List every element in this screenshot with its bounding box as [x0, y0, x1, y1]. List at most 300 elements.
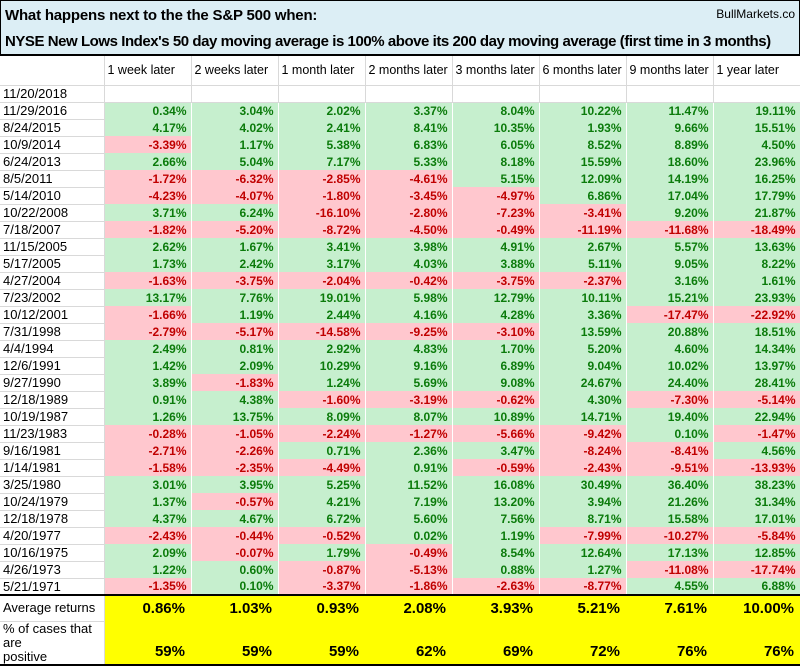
return-cell: -5.13%	[365, 561, 452, 578]
return-cell: -3.75%	[452, 272, 539, 289]
return-cell: 21.26%	[626, 493, 713, 510]
return-cell: -0.07%	[191, 544, 278, 561]
return-cell: 24.40%	[626, 374, 713, 391]
table-row	[0, 323, 800, 340]
return-cell: -1.35%	[104, 578, 191, 595]
return-cell: 2.62%	[104, 238, 191, 255]
summary-value-cell: 7.61%	[626, 595, 713, 621]
return-cell: 5.38%	[278, 136, 365, 153]
column-header: 9 months later	[626, 56, 713, 85]
table-row	[0, 119, 800, 136]
return-cell: -2.43%	[104, 527, 191, 544]
return-cell: -2.04%	[278, 272, 365, 289]
return-cell: -8.41%	[626, 442, 713, 459]
return-cell	[713, 85, 800, 102]
return-cell: 4.55%	[626, 578, 713, 595]
row-date: 9/27/1990	[0, 374, 104, 391]
return-cell: -1.83%	[191, 374, 278, 391]
return-cell: 1.67%	[191, 238, 278, 255]
return-cell: -8.72%	[278, 221, 365, 238]
row-date: 12/18/1978	[0, 510, 104, 527]
table-row	[0, 306, 800, 323]
return-cell: -4.07%	[191, 187, 278, 204]
return-cell: 5.20%	[539, 340, 626, 357]
return-cell	[626, 85, 713, 102]
row-date: 3/25/1980	[0, 476, 104, 493]
return-cell: 20.88%	[626, 323, 713, 340]
return-cell: -0.57%	[191, 493, 278, 510]
return-cell: -0.87%	[278, 561, 365, 578]
column-header-row	[0, 56, 800, 85]
table-row	[0, 374, 800, 391]
return-cell: 4.37%	[104, 510, 191, 527]
return-cell	[278, 85, 365, 102]
return-cell: 6.24%	[191, 204, 278, 221]
return-cell: 23.96%	[713, 153, 800, 170]
return-cell: -2.63%	[452, 578, 539, 595]
table-row	[0, 459, 800, 476]
return-cell: -4.49%	[278, 459, 365, 476]
return-cell: 7.17%	[278, 153, 365, 170]
column-header: 2 months later	[365, 56, 452, 85]
return-cell: 10.35%	[452, 119, 539, 136]
table-row	[0, 493, 800, 510]
return-cell: 1.42%	[104, 357, 191, 374]
return-cell: 4.16%	[365, 306, 452, 323]
return-cell: -14.58%	[278, 323, 365, 340]
return-cell: -2.43%	[539, 459, 626, 476]
return-cell: 4.17%	[104, 119, 191, 136]
return-cell: 4.30%	[539, 391, 626, 408]
return-cell: 1.19%	[191, 306, 278, 323]
return-cell: 11.47%	[626, 102, 713, 119]
return-cell: 14.34%	[713, 340, 800, 357]
return-cell: 14.71%	[539, 408, 626, 425]
return-cell: 3.41%	[278, 238, 365, 255]
return-cell: 1.17%	[191, 136, 278, 153]
return-cell: 18.51%	[713, 323, 800, 340]
return-cell: -13.93%	[713, 459, 800, 476]
return-cell: 12.64%	[539, 544, 626, 561]
return-cell: -5.84%	[713, 527, 800, 544]
return-cell: -6.32%	[191, 170, 278, 187]
return-cell: 10.11%	[539, 289, 626, 306]
watermark-brand: BullMarkets.co	[716, 7, 795, 21]
table-row	[0, 289, 800, 306]
return-cell: -8.24%	[539, 442, 626, 459]
return-cell: 0.71%	[278, 442, 365, 459]
return-cell: 7.19%	[365, 493, 452, 510]
return-cell: 2.09%	[104, 544, 191, 561]
return-cell: 10.89%	[452, 408, 539, 425]
summary-value-cell: 76%	[626, 621, 713, 665]
table-row	[0, 136, 800, 153]
table-row	[0, 255, 800, 272]
return-cell: -4.61%	[365, 170, 452, 187]
return-cell: 0.02%	[365, 527, 452, 544]
return-cell: 12.85%	[713, 544, 800, 561]
return-cell: -0.44%	[191, 527, 278, 544]
return-cell: -2.37%	[539, 272, 626, 289]
return-cell: 3.94%	[539, 493, 626, 510]
table-row	[0, 340, 800, 357]
return-cell: -17.74%	[713, 561, 800, 578]
return-cell: 31.34%	[713, 493, 800, 510]
page-title: What happens next to the the S&P 500 when:	[5, 7, 318, 24]
return-cell: 9.04%	[539, 357, 626, 374]
return-cell: 2.42%	[191, 255, 278, 272]
return-cell: -11.19%	[539, 221, 626, 238]
page-subtitle: NYSE New Lows Index's 50 day moving average is 100% above its 200 day moving average (first time in 3 months)	[5, 33, 771, 50]
return-cell: 3.88%	[452, 255, 539, 272]
return-cell: -5.14%	[713, 391, 800, 408]
return-cell: -5.17%	[191, 323, 278, 340]
return-cell: 2.67%	[539, 238, 626, 255]
return-cell: -1.63%	[104, 272, 191, 289]
summary-label: % of cases that are positive	[0, 621, 104, 665]
return-cell: -16.10%	[278, 204, 365, 221]
return-cell: 0.10%	[191, 578, 278, 595]
return-cell: 3.04%	[191, 102, 278, 119]
return-cell: 3.95%	[191, 476, 278, 493]
return-cell: 28.41%	[713, 374, 800, 391]
return-cell: 1.61%	[713, 272, 800, 289]
column-header: 6 months later	[539, 56, 626, 85]
return-cell: -1.80%	[278, 187, 365, 204]
table-row	[0, 85, 800, 102]
summary-value-cell: 5.21%	[539, 595, 626, 621]
return-cell: -2.24%	[278, 425, 365, 442]
return-cell: 5.60%	[365, 510, 452, 527]
row-date: 11/15/2005	[0, 238, 104, 255]
return-cell: 30.49%	[539, 476, 626, 493]
return-cell: 1.93%	[539, 119, 626, 136]
return-cell: 8.41%	[365, 119, 452, 136]
return-cell: 0.34%	[104, 102, 191, 119]
return-cell: -17.47%	[626, 306, 713, 323]
return-cell: 2.36%	[365, 442, 452, 459]
table-row	[0, 221, 800, 238]
return-cell: 18.60%	[626, 153, 713, 170]
summary-value-cell: 1.03%	[191, 595, 278, 621]
row-date: 11/20/2018	[0, 85, 104, 102]
return-cell: -9.25%	[365, 323, 452, 340]
return-cell: 22.94%	[713, 408, 800, 425]
row-date: 10/24/1979	[0, 493, 104, 510]
return-cell: 5.11%	[539, 255, 626, 272]
return-cell: 1.27%	[539, 561, 626, 578]
return-cell: 0.88%	[452, 561, 539, 578]
return-cell: 4.50%	[713, 136, 800, 153]
return-cell: 3.98%	[365, 238, 452, 255]
return-cell: 1.26%	[104, 408, 191, 425]
return-cell	[539, 85, 626, 102]
return-cell: 2.41%	[278, 119, 365, 136]
return-cell: -0.49%	[365, 544, 452, 561]
return-cell: -3.37%	[278, 578, 365, 595]
return-cell: 13.17%	[104, 289, 191, 306]
return-cell: 8.71%	[539, 510, 626, 527]
return-cell: 7.76%	[191, 289, 278, 306]
row-date: 12/18/1989	[0, 391, 104, 408]
table-row	[0, 272, 800, 289]
row-date: 12/6/1991	[0, 357, 104, 374]
return-cell: 21.87%	[713, 204, 800, 221]
row-date: 10/16/1975	[0, 544, 104, 561]
table-row	[0, 204, 800, 221]
column-header: 2 weeks later	[191, 56, 278, 85]
return-cell: 0.91%	[365, 459, 452, 476]
return-cell: 2.09%	[191, 357, 278, 374]
return-cell: 4.91%	[452, 238, 539, 255]
row-date: 11/29/2016	[0, 102, 104, 119]
table-row	[0, 578, 800, 595]
return-cell: 6.88%	[713, 578, 800, 595]
return-cell: 17.13%	[626, 544, 713, 561]
return-cell: 4.02%	[191, 119, 278, 136]
title-block	[0, 0, 800, 56]
return-cell: 2.44%	[278, 306, 365, 323]
summary-value-cell: 0.93%	[278, 595, 365, 621]
column-header: 1 week later	[104, 56, 191, 85]
summary-value-cell: 59%	[191, 621, 278, 665]
return-cell: -22.92%	[713, 306, 800, 323]
corner-cell	[0, 56, 104, 85]
return-cell: 3.01%	[104, 476, 191, 493]
return-cell: 4.60%	[626, 340, 713, 357]
summary-value-cell: 59%	[278, 621, 365, 665]
row-date: 4/4/1994	[0, 340, 104, 357]
table-row	[0, 476, 800, 493]
return-cell: -2.79%	[104, 323, 191, 340]
return-cell: 8.09%	[278, 408, 365, 425]
table-row	[0, 357, 800, 374]
return-cell: -1.27%	[365, 425, 452, 442]
row-date: 5/21/1971	[0, 578, 104, 595]
return-cell: -4.50%	[365, 221, 452, 238]
return-cell: 17.01%	[713, 510, 800, 527]
summary-value-cell: 10.00%	[713, 595, 800, 621]
return-cell: 15.21%	[626, 289, 713, 306]
return-cell: 13.75%	[191, 408, 278, 425]
return-cell: -11.08%	[626, 561, 713, 578]
return-cell: -1.66%	[104, 306, 191, 323]
return-cell: -2.26%	[191, 442, 278, 459]
summary-value-cell: 59%	[104, 621, 191, 665]
table-row	[0, 408, 800, 425]
row-date: 5/17/2005	[0, 255, 104, 272]
return-cell: 4.21%	[278, 493, 365, 510]
return-cell: -7.23%	[452, 204, 539, 221]
return-cell: 8.89%	[626, 136, 713, 153]
return-cell: -0.42%	[365, 272, 452, 289]
return-cell: 38.23%	[713, 476, 800, 493]
return-cell	[104, 85, 191, 102]
table-row	[0, 187, 800, 204]
return-cell: 10.29%	[278, 357, 365, 374]
return-cell: -0.28%	[104, 425, 191, 442]
return-cell: 9.05%	[626, 255, 713, 272]
return-cell: 1.24%	[278, 374, 365, 391]
return-cell: -5.20%	[191, 221, 278, 238]
return-cell: 6.86%	[539, 187, 626, 204]
row-date: 11/23/1983	[0, 425, 104, 442]
return-cell: 13.63%	[713, 238, 800, 255]
return-cell: 0.91%	[104, 391, 191, 408]
return-cell: -2.85%	[278, 170, 365, 187]
return-cell: -11.68%	[626, 221, 713, 238]
return-cell: -3.45%	[365, 187, 452, 204]
return-cell: 10.22%	[539, 102, 626, 119]
table-row	[0, 153, 800, 170]
summary-value-cell: 62%	[365, 621, 452, 665]
summary-value-cell: 72%	[539, 621, 626, 665]
return-cell: 14.19%	[626, 170, 713, 187]
return-cell: 8.18%	[452, 153, 539, 170]
return-cell: -1.58%	[104, 459, 191, 476]
return-cell: 3.71%	[104, 204, 191, 221]
row-date: 7/18/2007	[0, 221, 104, 238]
table-row	[0, 102, 800, 119]
return-cell: 23.93%	[713, 289, 800, 306]
return-cell: 12.09%	[539, 170, 626, 187]
row-date: 8/24/2015	[0, 119, 104, 136]
row-date: 10/19/1987	[0, 408, 104, 425]
column-header: 1 month later	[278, 56, 365, 85]
return-cell: 1.70%	[452, 340, 539, 357]
return-cell: 15.51%	[713, 119, 800, 136]
return-cell: -8.77%	[539, 578, 626, 595]
return-cell: 9.08%	[452, 374, 539, 391]
return-cell: 19.40%	[626, 408, 713, 425]
return-cell: 1.73%	[104, 255, 191, 272]
return-cell: 6.72%	[278, 510, 365, 527]
return-cell: -3.39%	[104, 136, 191, 153]
return-cell: 6.05%	[452, 136, 539, 153]
return-cell: 8.04%	[452, 102, 539, 119]
return-cell: 16.08%	[452, 476, 539, 493]
table-row	[0, 238, 800, 255]
return-cell: 4.56%	[713, 442, 800, 459]
return-cell: -10.27%	[626, 527, 713, 544]
return-cell: 11.52%	[365, 476, 452, 493]
return-cell: 1.37%	[104, 493, 191, 510]
return-cell: 0.81%	[191, 340, 278, 357]
return-cell: -1.47%	[713, 425, 800, 442]
return-cell: 13.97%	[713, 357, 800, 374]
return-cell: -2.80%	[365, 204, 452, 221]
return-cell: 5.33%	[365, 153, 452, 170]
return-cell: -1.82%	[104, 221, 191, 238]
return-cell: 5.69%	[365, 374, 452, 391]
return-cell: 6.83%	[365, 136, 452, 153]
return-cell: 8.52%	[539, 136, 626, 153]
row-date: 7/23/2002	[0, 289, 104, 306]
row-date: 10/12/2001	[0, 306, 104, 323]
summary-value-cell: 69%	[452, 621, 539, 665]
summary-value-cell: 2.08%	[365, 595, 452, 621]
return-cell: -9.51%	[626, 459, 713, 476]
return-cell: 2.02%	[278, 102, 365, 119]
return-cell: -4.23%	[104, 187, 191, 204]
row-date: 5/14/2010	[0, 187, 104, 204]
return-cell: -3.41%	[539, 204, 626, 221]
table-row	[0, 561, 800, 578]
return-cell: 6.89%	[452, 357, 539, 374]
return-cell: 5.25%	[278, 476, 365, 493]
return-cell	[452, 85, 539, 102]
return-cell: 12.79%	[452, 289, 539, 306]
row-date: 10/22/2008	[0, 204, 104, 221]
row-date: 1/14/1981	[0, 459, 104, 476]
row-date: 10/9/2014	[0, 136, 104, 153]
return-cell: -0.49%	[452, 221, 539, 238]
return-cell: -3.19%	[365, 391, 452, 408]
return-cell: 5.57%	[626, 238, 713, 255]
table-row	[0, 510, 800, 527]
return-cell: 4.03%	[365, 255, 452, 272]
row-date: 4/27/2004	[0, 272, 104, 289]
return-cell: -1.60%	[278, 391, 365, 408]
return-cell: 13.20%	[452, 493, 539, 510]
return-cell: -0.62%	[452, 391, 539, 408]
row-date: 9/16/1981	[0, 442, 104, 459]
row-date: 4/26/1973	[0, 561, 104, 578]
return-cell: 15.59%	[539, 153, 626, 170]
return-cell: -3.10%	[452, 323, 539, 340]
return-cell: 3.89%	[104, 374, 191, 391]
return-cell: 3.47%	[452, 442, 539, 459]
return-cell: 10.02%	[626, 357, 713, 374]
return-cell: 8.22%	[713, 255, 800, 272]
return-cell: 3.17%	[278, 255, 365, 272]
row-date: 7/31/1998	[0, 323, 104, 340]
return-cell: 2.66%	[104, 153, 191, 170]
table-row	[0, 527, 800, 544]
table-row	[0, 170, 800, 187]
return-cell: 0.60%	[191, 561, 278, 578]
return-cell: 8.07%	[365, 408, 452, 425]
column-header: 3 months later	[452, 56, 539, 85]
return-cell: -9.42%	[539, 425, 626, 442]
return-cell: 16.25%	[713, 170, 800, 187]
return-cell: -5.66%	[452, 425, 539, 442]
return-cell: 4.83%	[365, 340, 452, 357]
return-cell: 17.04%	[626, 187, 713, 204]
returns-table	[0, 56, 800, 666]
return-cell: 9.20%	[626, 204, 713, 221]
summary-value-cell: 76%	[713, 621, 800, 665]
return-cell: 13.59%	[539, 323, 626, 340]
table-row	[0, 544, 800, 561]
summary-label: Average returns	[0, 595, 104, 621]
percent-positive-row	[0, 621, 800, 665]
table-row	[0, 442, 800, 459]
return-cell	[365, 85, 452, 102]
row-date: 6/24/2013	[0, 153, 104, 170]
return-cell: 1.79%	[278, 544, 365, 561]
return-cell: 3.37%	[365, 102, 452, 119]
summary-value-cell: 3.93%	[452, 595, 539, 621]
row-date: 8/5/2011	[0, 170, 104, 187]
return-cell: 2.49%	[104, 340, 191, 357]
return-cell: 5.04%	[191, 153, 278, 170]
return-cell	[191, 85, 278, 102]
return-cell: 5.15%	[452, 170, 539, 187]
return-cell: 9.16%	[365, 357, 452, 374]
return-cell: 19.01%	[278, 289, 365, 306]
return-cell: 2.92%	[278, 340, 365, 357]
